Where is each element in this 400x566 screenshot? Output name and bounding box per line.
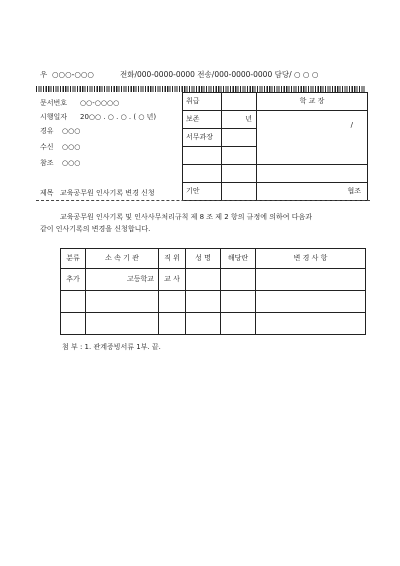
retention-cell: 보존 bbox=[183, 111, 222, 129]
cell-changes bbox=[256, 291, 366, 313]
header-changes: 변 경 사 항 bbox=[256, 249, 366, 269]
cell-agency bbox=[86, 313, 159, 335]
table-row bbox=[61, 269, 366, 291]
change-table bbox=[60, 248, 366, 335]
subject-value: 교육공무원 인사기록 변경 신청 bbox=[60, 189, 155, 197]
contact-line: 전화/000-0000-0000 전송/000-0000-0000 담당/ ○ ○ ○ bbox=[120, 70, 319, 79]
via-label: 경유 bbox=[40, 127, 54, 135]
handling-blank-cell bbox=[222, 93, 257, 111]
attachment-line: 첨 부 : 1. 관계증빙서류 1부. 끝. bbox=[62, 343, 161, 351]
effective-date-value: 20○○ . ○ . ○ . ( ○ 년) bbox=[80, 113, 157, 121]
cooperation-cell: 협조 bbox=[257, 183, 368, 201]
header-name: 성 명 bbox=[186, 249, 221, 269]
table-row bbox=[61, 291, 366, 313]
header-field: 해당란 bbox=[221, 249, 256, 269]
cell-field bbox=[221, 269, 256, 291]
cell-position bbox=[159, 313, 186, 335]
principal-cell: 학 교 장 bbox=[257, 93, 368, 111]
blank-cell-b bbox=[222, 147, 257, 165]
cell-name bbox=[186, 313, 221, 335]
cell-field bbox=[221, 291, 256, 313]
postal-code: ○○○-○○○ bbox=[52, 70, 94, 79]
blank-cell-d bbox=[222, 165, 257, 183]
header-agency: 소 속 기 관 bbox=[86, 249, 159, 269]
body-line-2: 같이 인사기록의 변경을 신청합니다. bbox=[40, 225, 151, 233]
via-value: ○○○ bbox=[62, 127, 81, 135]
cell-name bbox=[186, 269, 221, 291]
chief-cell: 서무과장 bbox=[183, 129, 222, 147]
cell-changes bbox=[256, 269, 366, 291]
cell-field bbox=[221, 313, 256, 335]
body-line-1: 교육공무원 인사기록 및 인사사무처리규칙 제 8 조 제 2 항의 규정에 의하여 다음과 bbox=[60, 213, 312, 221]
retention-year-cell: 년 bbox=[222, 111, 257, 129]
draft-cell: 기안 bbox=[183, 183, 222, 201]
cell-changes bbox=[256, 313, 366, 335]
blank-cell-a bbox=[183, 147, 222, 165]
cell-position: 교 사 bbox=[159, 269, 186, 291]
table-header-row bbox=[61, 249, 366, 269]
reference-label: 참조 bbox=[40, 159, 54, 167]
draft-blank-cell bbox=[222, 183, 257, 201]
effective-date-label: 시행일자 bbox=[40, 113, 68, 121]
cell-agency bbox=[86, 291, 159, 313]
handling-cell: 취급 bbox=[183, 93, 222, 111]
cell-category bbox=[61, 291, 86, 313]
principal-slash: / bbox=[350, 121, 353, 129]
cell-name bbox=[186, 291, 221, 313]
cell-category: 추가 bbox=[61, 269, 86, 291]
doc-no-label: 문서번호 bbox=[40, 99, 68, 107]
blank-cell-c bbox=[183, 165, 222, 183]
recipient-value: ○○○ bbox=[62, 143, 81, 151]
header-position: 직 위 bbox=[159, 249, 186, 269]
approval-grid bbox=[182, 92, 368, 201]
chief-blank-cell bbox=[222, 129, 257, 147]
cell-position bbox=[159, 291, 186, 313]
subject-label: 제목 bbox=[40, 189, 54, 197]
recipient-label: 수신 bbox=[40, 143, 54, 151]
blank-cell-e bbox=[257, 165, 368, 183]
doc-no-value: ○○-○○○○ bbox=[80, 99, 120, 107]
cell-category bbox=[61, 313, 86, 335]
postal-prefix: 우 bbox=[40, 70, 48, 79]
reference-value: ○○○ bbox=[62, 159, 81, 167]
subject-divider bbox=[36, 200, 370, 201]
principal-sign-cell bbox=[257, 111, 368, 165]
header-category: 분류 bbox=[61, 249, 86, 269]
cell-agency: 고등학교 bbox=[86, 269, 159, 291]
table-row bbox=[61, 313, 366, 335]
